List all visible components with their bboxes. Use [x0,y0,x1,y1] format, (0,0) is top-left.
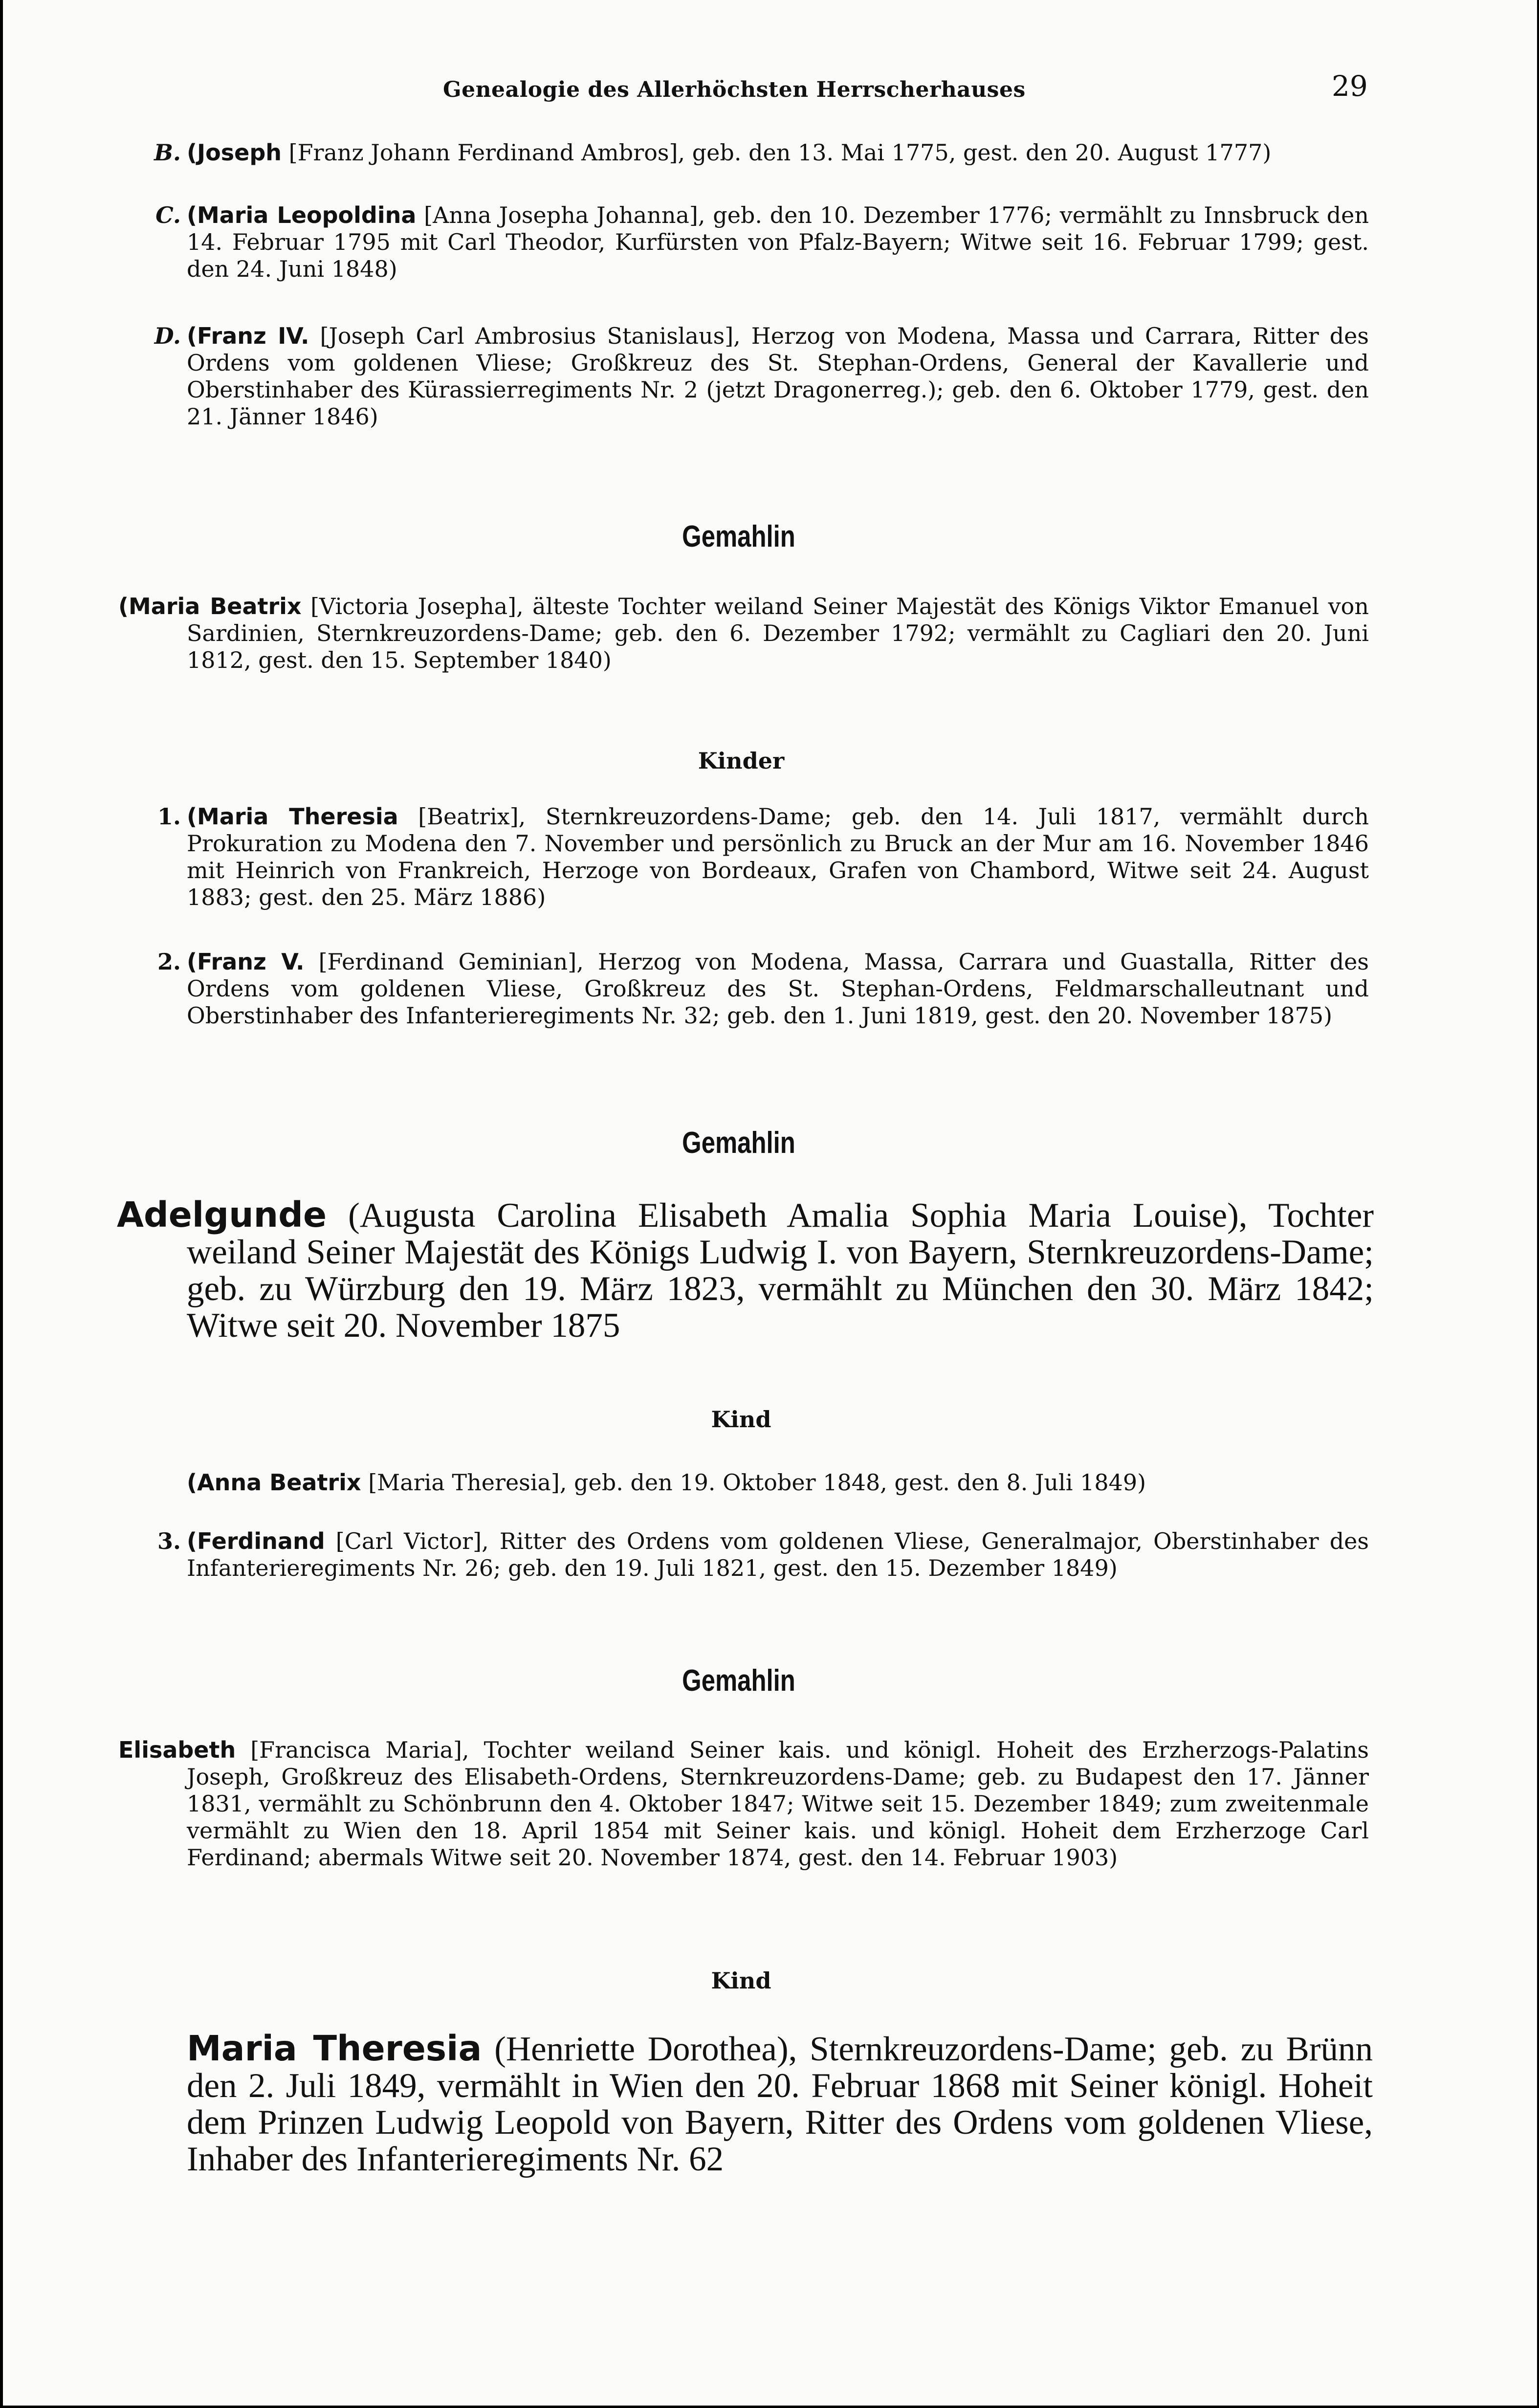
entry-text: [Franz Johann Ferdinand Ambros], geb. den 13. Mai 1775, gest. den 20. August 1777) [282,139,1272,166]
entry-marker: C. [155,202,181,228]
entry-name: (Ferdinand [187,1528,325,1554]
entry-name: (Franz V. [187,949,305,975]
entry-name: (Joseph [187,139,282,166]
entry-text: (Augusta Carolina Elisabeth Amalia Sophia Maria Louise), Tochter weiland Seiner Majestät des Königs Ludwig I. von Bayern, Sternkreuzordens-Dame; geb. zu Würzburg den 19. März 1823, vermählt zu München den 30. März 1842; Witwe seit 20. November 1875 [187,1196,1374,1345]
entry-text: [Beatrix], Sternkreuzordens-Dame; geb. den 14. Juli 1817, vermählt durch Prokuration zu Modena den 7. November und persönlich zu Bruck an der Mur am 16. November 1846 mit Heinrich von Frankreich, Herzoge von Bordeaux, Grafen von Chambord, Witwe seit 24. August 1883; gest. den 25. März 1886) [187,803,1369,910]
entry-text: [Ferdinand Geminian], Herzog von Modena, Massa, Carrara und Guastalla, Ritter des Ordens vom goldenen Vliese, Großkreuz des St. Stephan-Ordens, Feldmarschalleutnant und Oberstinhaber des Infanterieregiments Nr. 32; geb. den 1. Juni 1819, gest. den 20. November 1875) [187,949,1369,1029]
entry-maria-beatrix [118,593,1369,674]
page [3,0,1537,2406]
entry-name: Elisabeth [118,1737,236,1763]
running-title: Genealogie des Allerhöchsten Herrscherhauses [443,77,1026,102]
entry-adelgunde [117,1196,1374,1344]
entry-franz-v [157,949,1369,1029]
entry-maria-theresia-1817 [157,803,1369,911]
entry-name: (Anna Beatrix [187,1469,361,1496]
heading-gemahlin-3: Gemahlin [682,1664,795,1698]
subheading-kinder: Kinder [698,748,785,774]
entry-marker: D. [154,323,181,349]
entry-ferdinand [157,1528,1369,1582]
entry-text: [Victoria Josepha], älteste Tochter weiland Seiner Majestät des Königs Viktor Emanuel von Sardinien, Sternkreuzordens-Dame; geb. den 6. Dezember 1792; vermählt zu Cagliari den 20. Juni 1812, gest. den 15. September 1840) [187,593,1369,673]
entry-text: [Joseph Carl Ambrosius Stanislaus], Herzog von Modena, Massa und Carrara, Ritter des Ordens vom goldenen Vliese; Großkreuz des St. Stephan-Ordens, General der Kavallerie und Oberstinhaber des Kürassierregiments Nr. 2 (jetzt Dragonerreg.); geb. den 6. Oktober 1779, gest. den 21. Jänner 1846) [187,323,1369,430]
entry-joseph [154,139,1369,166]
entry-maria-theresia-1849 [187,2030,1373,2178]
entry-text: [Carl Victor], Ritter des Ordens vom goldenen Vliese, Generalmajor, Oberstinhaber des Infanterieregiments Nr. 26; geb. den 19. Juli 1821, gest. den 15. Dezember 1849) [187,1528,1369,1581]
entry-name: Adelgunde [117,1194,327,1235]
entry-marker: 3. [157,1528,181,1554]
entry-marker: 1. [157,803,181,830]
entry-text: (Henriette Dorothea), Sternkreuzordens-Dame; geb. zu Brünn den 2. Juli 1849, vermählt in Wien den 20. Februar 1868 mit Seiner königl. Hoheit dem Prinzen Ludwig Leopold von Bayern, Ritter des Ordens vom goldenen Vliese, Inhaber des Infanterieregiments Nr. 62 [187,2030,1373,2178]
entry-text: [Anna Josepha Johanna], geb. den 10. Dezember 1776; vermählt zu Innsbruck den 14. Februar 1795 mit Carl Theodor, Kurfürsten von Pfalz-Bayern; Witwe seit 16. Februar 1799; gest. den 24. Juni 1848) [187,202,1369,282]
entry-name: (Maria Beatrix [118,593,302,619]
page-number: 29 [1332,69,1368,103]
entry-name: (Maria Theresia [187,803,398,830]
entry-anna-beatrix [187,1469,1369,1496]
entry-franz-iv [154,323,1369,430]
entry-elisabeth [118,1737,1369,1871]
heading-gemahlin-1: Gemahlin [682,520,795,553]
subheading-kind-1: Kind [711,1406,771,1433]
entry-maria-leopoldina [155,202,1369,283]
entry-name: Maria Theresia [187,2028,482,2069]
entry-marker: 2. [157,949,181,975]
heading-gemahlin-2: Gemahlin [682,1126,795,1160]
entry-text: [Francisca Maria], Tochter weiland Seiner kais. und königl. Hoheit des Erzherzogs-Palatins Joseph, Großkreuz des Elisabeth-Ordens, Sternkreuzordens-Dame; geb. zu Budapest den 17. Jänner 1831, vermählt zu Schönbrunn den 4. Oktober 1847; Witwe seit 15. Dezember 1849; zum zweitenmale vermählt zu Wien den 18. April 1854 mit Seiner kais. und königl. Hoheit dem Erzherzoge Carl Ferdinand; abermals Witwe seit 20. November 1874, gest. den 14. Februar 1903) [187,1737,1369,1871]
entry-text: [Maria Theresia], geb. den 19. Oktober 1848, gest. den 8. Juli 1849) [361,1469,1146,1496]
entry-name: (Franz IV. [187,323,309,349]
entry-name: (Maria Leopoldina [187,202,417,228]
subheading-kind-2: Kind [711,1967,771,1994]
entry-marker: B. [154,139,181,166]
